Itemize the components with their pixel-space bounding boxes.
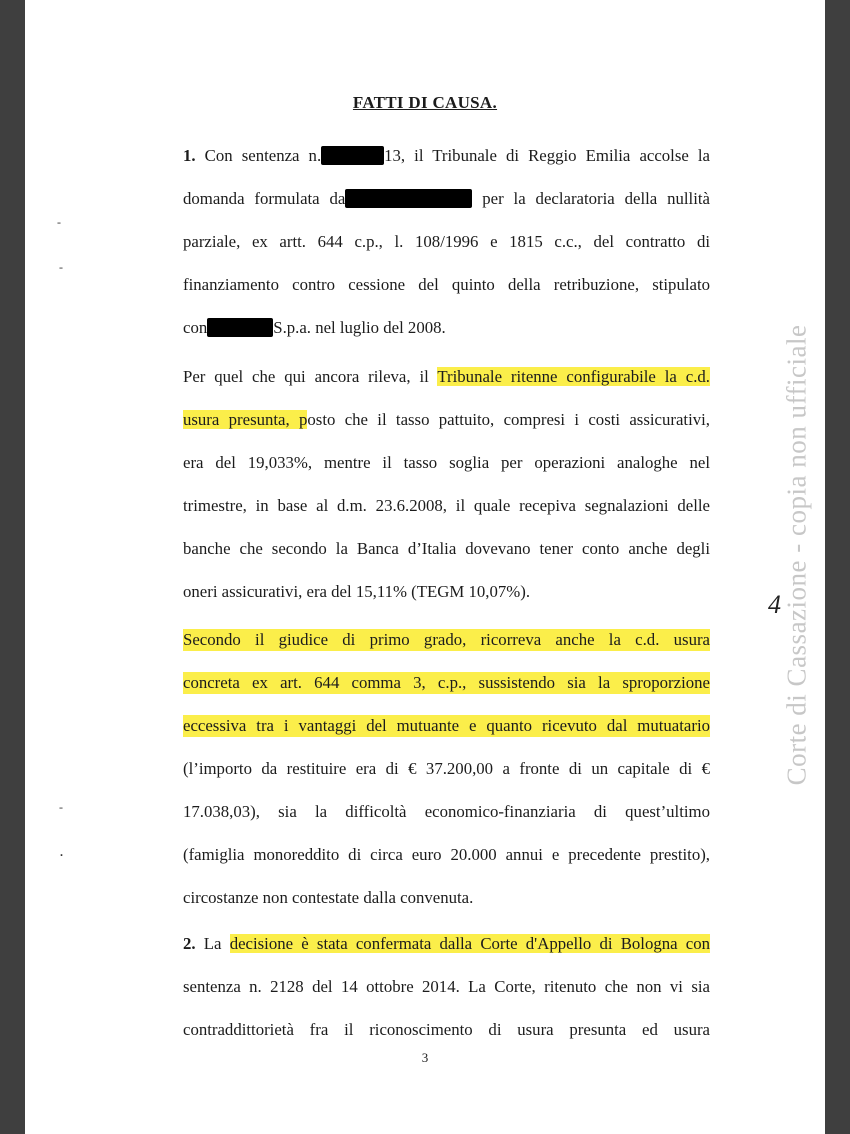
margin-mark: - [57,215,61,229]
highlight: Tribunale ritenne configurabile la c.d. [437,367,710,386]
paragraph-3-line-3: eccessiva tra i vantaggi del mutuante e quanto ricevuto dal mutuatario [183,716,710,735]
paragraph-4-line-1: 2. La decisione è stata confermata dalla Corte d'Appello di Bologna con [183,934,710,953]
document-page [25,0,825,1134]
paragraph-1-line-3: parziale, ex artt. 644 c.p., l. 108/1996 e 1815 c.c., del contratto di [183,232,710,251]
paragraph-3-line-6: (famiglia monoreddito di circa euro 20.000 annui e precedente prestito), [183,845,710,864]
page-number: 3 [421,1050,429,1065]
left-frame-bar [0,0,25,1134]
paragraph-2-line-2: usura presunta, posto che il tasso pattuito, compresi i costi assicurativi, [183,410,710,429]
paragraph-1-line-1: 1. Con sentenza n. 13, il Tribunale di Reggio Emilia accolse la [183,146,711,165]
margin-mark: - [59,800,63,814]
paragraph-number: 2. [183,934,196,953]
paragraph-2-line-5: banche che secondo la Banca d’Italia dovevano tener conto anche degli [183,539,710,558]
paragraph-2-line-1: Per quel che qui ancora rileva, il Tribunale ritenne configurabile la c.d. [183,367,710,386]
paragraph-2-line-3: era del 19,033%, mentre il tasso soglia per operazioni analoghe nel [183,453,710,472]
paragraph-2-line-4: trimestre, in base al d.m. 23.6.2008, il quale recepiva segnalazioni delle [183,496,710,515]
paragraph-2-line-6: oneri assicurativi, era del 15,11% (TEGM 10,07%). [183,582,531,601]
section-title: FATTI DI CAUSA. [352,93,498,112]
paragraph-3-line-7: circostanze non contestate dalla convenuta. [183,888,474,907]
redaction-box [321,146,384,165]
watermark: Corte di Cassazione - copia non ufficiale [781,324,812,786]
paragraph-1-line-5: con S.p.a. nel luglio del 2008. [183,318,446,337]
highlight: usura presunta, p [183,410,308,429]
paragraph-3-line-1: Secondo il giudice di primo grado, ricorreva anche la c.d. usura [183,630,710,649]
redaction-box [345,189,472,208]
handwritten-initial: 4 [768,590,781,619]
margin-mark: . [60,845,63,859]
margin-mark: - [59,260,63,274]
paragraph-4-line-3: contraddittorietà fra il riconoscimento di usura presunta ed usura [183,1020,710,1039]
highlight: decisione è stata confermata dalla Corte d'Appello di Bologna con [229,934,710,953]
paragraph-3-line-2: concreta ex art. 644 comma 3, c.p., sussistendo sia la sproporzione [183,673,710,692]
paragraph-4-line-2: sentenza n. 2128 del 14 ottobre 2014. La Corte, ritenuto che non vi sia [183,977,710,996]
redaction-box [207,318,273,337]
paragraph-3-line-4: (l’importo da restituire era di € 37.200,00 a fronte di un capitale di € [183,759,710,778]
paragraph-1-line-4: finanziamento contro cessione del quinto della retribuzione, stipulato [183,275,710,294]
paragraph-1-line-2: domanda formulata da per la declaratoria della nullità [183,189,710,208]
right-frame-bar [825,0,850,1134]
paragraph-3-line-5: 17.038,03), sia la difficoltà economico-finanziaria di quest’ultimo [183,802,710,821]
paragraph-number: 1. [183,146,196,165]
